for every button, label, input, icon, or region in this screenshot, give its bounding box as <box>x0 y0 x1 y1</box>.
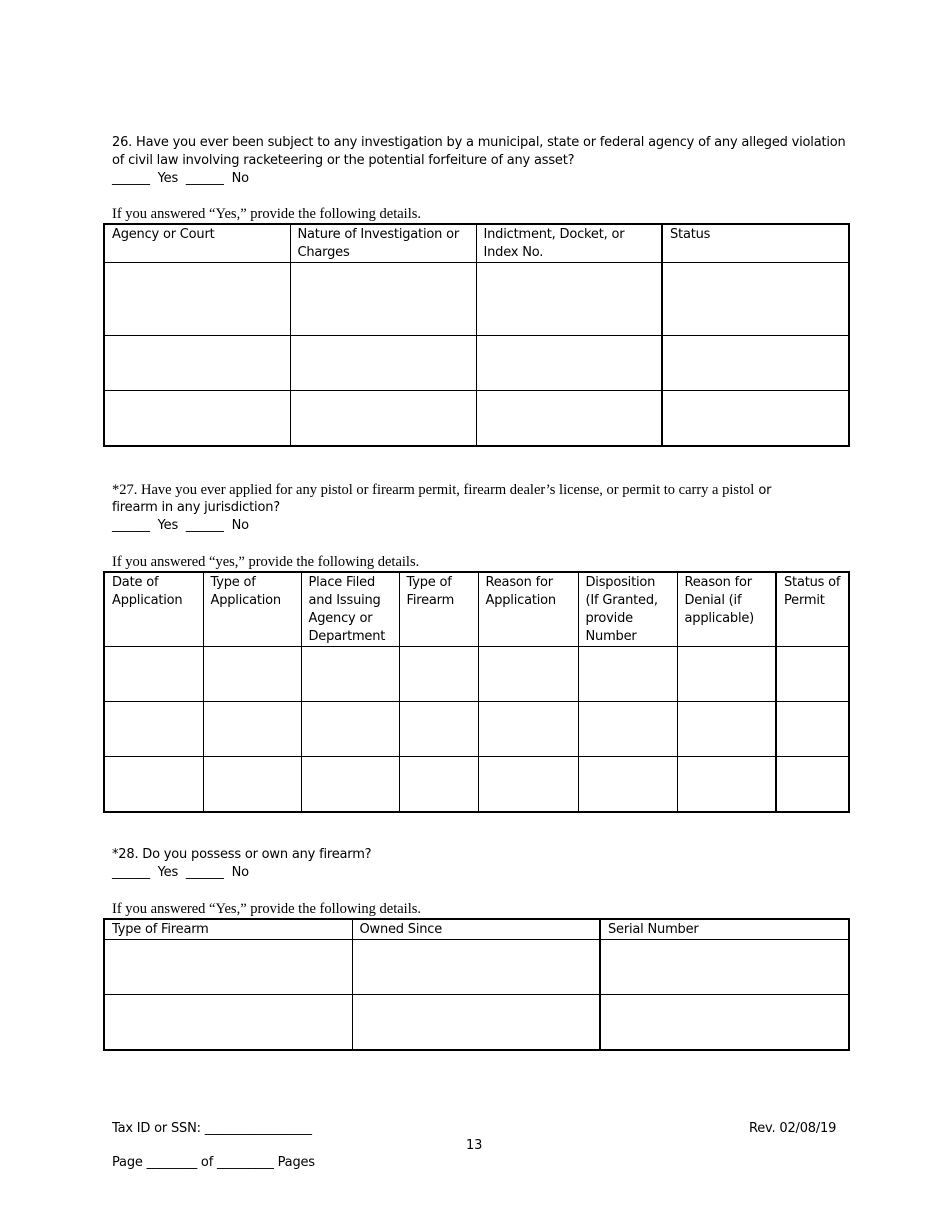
table-cell[interactable] <box>476 391 662 446</box>
q27-yes-no-options[interactable]: ______ Yes ______ No <box>112 518 249 533</box>
q28-yes-no-options[interactable]: ______ Yes ______ No <box>112 865 249 880</box>
col-header-status-permit: Status of Permit <box>776 572 849 647</box>
table-cell[interactable] <box>104 940 352 995</box>
col-header-type-firearm: Type of Firearm <box>104 919 352 940</box>
col-header-disposition: Disposition (If Granted, provide Number <box>578 572 677 647</box>
q27-question-text: *27. Have you ever applied for any pistol or firearm permit, firearm dealer’s license, or permit to carry a pistol <box>112 482 755 498</box>
col-header-reason-application: Reason for Application <box>478 572 578 647</box>
q27-question-line1 <box>112 481 771 500</box>
table-cell[interactable] <box>662 391 849 446</box>
table-cell[interactable] <box>203 647 301 702</box>
table-row <box>104 647 849 702</box>
col-header-agency: Agency or Court <box>104 224 290 263</box>
table-cell[interactable] <box>677 757 776 812</box>
footer-page-count[interactable]: Page ________ of _________ Pages <box>112 1155 315 1170</box>
col-header-place-filed: Place Filed and Issuing Agency or Department <box>301 572 399 647</box>
q28-question-line1: *28. Do you possess or own any firearm? <box>112 847 372 862</box>
col-header-reason-denial: Reason for Denial (if applicable) <box>677 572 776 647</box>
footer-tax-id[interactable]: Tax ID or SSN: _________________ <box>112 1121 312 1136</box>
table-row <box>104 995 849 1050</box>
page-number: 13 <box>466 1138 483 1153</box>
col-header-owned-since: Owned Since <box>352 919 600 940</box>
table-cell[interactable] <box>578 702 677 757</box>
q28-details-table <box>103 918 850 1051</box>
table-cell[interactable] <box>478 702 578 757</box>
q27-question-text-end: or <box>758 483 772 498</box>
q26-yes-no-options[interactable]: ______ Yes ______ No <box>112 171 249 186</box>
q26-question-line1: 26. Have you ever been subject to any investigation by a municipal, state or federal agency of any alleged violation <box>112 135 846 150</box>
table-cell[interactable] <box>301 702 399 757</box>
q27-question-line2: firearm in any jurisdiction? <box>112 500 280 515</box>
table-cell[interactable] <box>677 647 776 702</box>
col-header-date: Date of Application <box>104 572 203 647</box>
col-header-status: Status <box>662 224 849 263</box>
q27-details-table <box>103 571 850 813</box>
table-cell[interactable] <box>662 263 849 336</box>
q28-instruction: If you answered “Yes,” provide the following details. <box>112 901 421 917</box>
table-cell[interactable] <box>290 263 476 336</box>
table-cell[interactable] <box>290 336 476 391</box>
q27-instruction: If you answered “yes,” provide the following details. <box>112 554 420 570</box>
table-header-row <box>104 572 849 647</box>
table-cell[interactable] <box>104 647 203 702</box>
table-cell[interactable] <box>104 391 290 446</box>
table-cell[interactable] <box>600 940 849 995</box>
table-cell[interactable] <box>104 263 290 336</box>
table-cell[interactable] <box>301 647 399 702</box>
table-cell[interactable] <box>203 757 301 812</box>
q26-details-table <box>103 223 850 447</box>
table-cell[interactable] <box>478 647 578 702</box>
table-cell[interactable] <box>301 757 399 812</box>
col-header-type-firearm: Type of Firearm <box>399 572 478 647</box>
table-cell[interactable] <box>677 702 776 757</box>
table-cell[interactable] <box>203 702 301 757</box>
table-row <box>104 702 849 757</box>
table-cell[interactable] <box>352 995 600 1050</box>
table-cell[interactable] <box>399 647 478 702</box>
revision-date: Rev. 02/08/19 <box>749 1121 837 1136</box>
col-header-type-application: Type of Application <box>203 572 301 647</box>
table-row <box>104 263 849 336</box>
col-header-serial-number: Serial Number <box>600 919 849 940</box>
q26-question-line2: of civil law involving racketeering or the potential forfeiture of any asset? <box>112 153 575 168</box>
table-cell[interactable] <box>578 647 677 702</box>
table-cell[interactable] <box>399 757 478 812</box>
table-row <box>104 757 849 812</box>
table-header-row <box>104 919 849 940</box>
table-cell[interactable] <box>478 757 578 812</box>
table-cell[interactable] <box>776 757 849 812</box>
table-row <box>104 940 849 995</box>
table-header-row <box>104 224 849 263</box>
col-header-nature: Nature of Investigation or Charges <box>290 224 476 263</box>
table-cell[interactable] <box>776 702 849 757</box>
table-cell[interactable] <box>104 336 290 391</box>
table-cell[interactable] <box>104 702 203 757</box>
table-cell[interactable] <box>662 336 849 391</box>
table-cell[interactable] <box>476 263 662 336</box>
q26-instruction: If you answered “Yes,” provide the following details. <box>112 206 421 222</box>
table-cell[interactable] <box>290 391 476 446</box>
table-cell[interactable] <box>352 940 600 995</box>
table-cell[interactable] <box>399 702 478 757</box>
table-cell[interactable] <box>104 995 352 1050</box>
col-header-indictment: Indictment, Docket, or Index No. <box>476 224 662 263</box>
table-row <box>104 391 849 446</box>
table-cell[interactable] <box>578 757 677 812</box>
table-row <box>104 336 849 391</box>
table-cell[interactable] <box>104 757 203 812</box>
table-cell[interactable] <box>476 336 662 391</box>
table-cell[interactable] <box>600 995 849 1050</box>
table-cell[interactable] <box>776 647 849 702</box>
